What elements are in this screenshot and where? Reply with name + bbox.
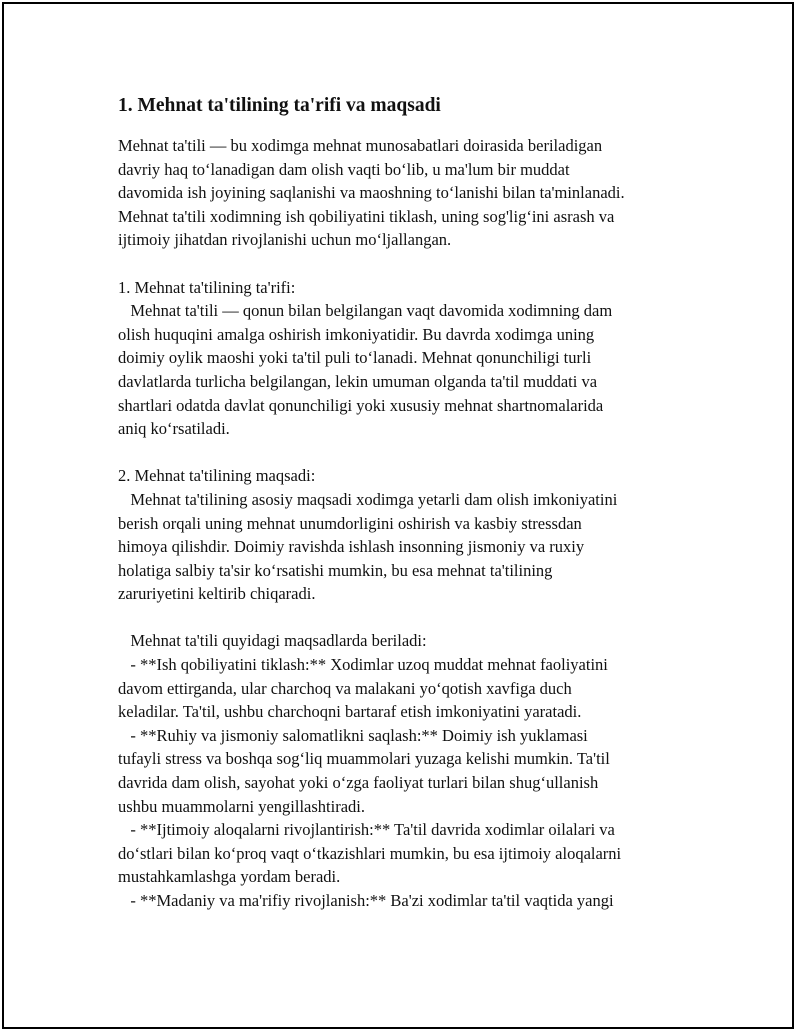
text-line: davomida ish joyining saqlanishi va maoshning to‘lanishi bilan ta'minlanadi. — [118, 183, 625, 203]
text-line: holatiga salbiy ta'sir ko‘rsatishi mumkin, bu esa mehnat ta'tilining — [118, 560, 553, 580]
text-line: 1. Mehnat ta'tilining ta'rifi: — [118, 277, 296, 297]
text-line: doimiy oylik maoshi yoki ta'til puli to‘lanadi. Mehnat qonunchiligi turli — [118, 348, 592, 368]
text-line: mustahkamlashga yordam beradi. — [118, 867, 341, 887]
document-body — [118, 92, 698, 913]
text-line: himoya qilishdir. Doimiy ravishda ishlash insonning jismoniy va ruxiy — [118, 537, 585, 557]
text-line: do‘stlari bilan ko‘proq vaqt o‘tkazishlari mumkin, bu esa ijtimoiy aloqalarni — [118, 843, 622, 863]
text-line: davlatlarda turlicha belgilangan, lekin umuman olganda ta'til muddati va — [118, 371, 598, 391]
text-line: davriy haq to‘lanadigan dam olish vaqti bo‘lib, u ma'lum bir muddat — [118, 159, 570, 179]
blank-line — [118, 252, 698, 276]
text-line: shartlari odatda davlat qonunchiligi yoki xususiy mehnat shartnomalarida — [118, 395, 604, 415]
text-line: berish orqali uning mehnat unumdorligini oshirish va kasbiy stressdan — [118, 513, 582, 533]
text-line: zaruriyetini keltirib chiqaradi. — [118, 584, 316, 604]
text-line: - **Ish qobiliyatini tiklash:** Xodimlar uzoq muddat mehnat faoliyatini — [118, 655, 608, 675]
section-heading: 1. Mehnat ta'tilining ta'rifi va maqsadi — [118, 95, 441, 116]
text-line: Mehnat ta'tili — bu xodimga mehnat munosabatlari doirasida beriladigan — [118, 136, 603, 155]
text-line: Mehnat ta'tili — qonun bilan belgilangan vaqt davomida xodimning dam — [118, 301, 613, 321]
text-line: 2. Mehnat ta'tilining maqsadi: — [118, 466, 316, 486]
text-line: davom ettirganda, ular charchoq va malakani yo‘qotish xavfiga duch — [118, 678, 572, 698]
blank-line — [118, 606, 698, 630]
text-line: tufayli stress va boshqa sog‘liq muammolari yuzaga kelishi mumkin. Ta'til — [118, 749, 610, 769]
text-line: Mehnat ta'tili xodimning ish qobiliyatini tiklash, uning sog'lig‘ini asrash va — [118, 206, 615, 226]
blank-line — [118, 441, 698, 465]
text-line: - **Madaniy va ma'rifiy rivojlanish:** Ba'zi xodimlar ta'til vaqtida yangi — [118, 891, 614, 910]
text-block — [118, 134, 698, 913]
text-line: ijtimoiy jihatdan rivojlanishi uchun mo‘ljallangan. — [118, 230, 452, 250]
text-line: - **Ijtimoiy aloqalarni rivojlantirish:** Ta'til davrida xodimlar oilalari va — [118, 820, 615, 840]
text-line: keladilar. Ta'til, ushbu charchoqni bartaraf etish imkoniyatini yaratadi. — [118, 702, 582, 722]
text-line: olish huquqini amalga oshirish imkoniyatidir. Bu davrda xodimga uning — [118, 324, 595, 344]
text-line: Mehnat ta'tili quyidagi maqsadlarda beriladi: — [118, 631, 427, 651]
text-line: davrida dam olish, sayohat yoki o‘zga faoliyat turlari bilan shug‘ullanish — [118, 773, 599, 793]
text-line: aniq ko‘rsatiladi. — [118, 419, 230, 439]
text-line: Mehnat ta'tilining asosiy maqsadi xodimga yetarli dam olish imkoniyatini — [118, 489, 618, 509]
text-line: ushbu muammolarni yengillashtiradi. — [118, 796, 366, 816]
text-line: - **Ruhiy va jismoniy salomatlikni saqlash:** Doimiy ish yuklamasi — [118, 725, 588, 745]
